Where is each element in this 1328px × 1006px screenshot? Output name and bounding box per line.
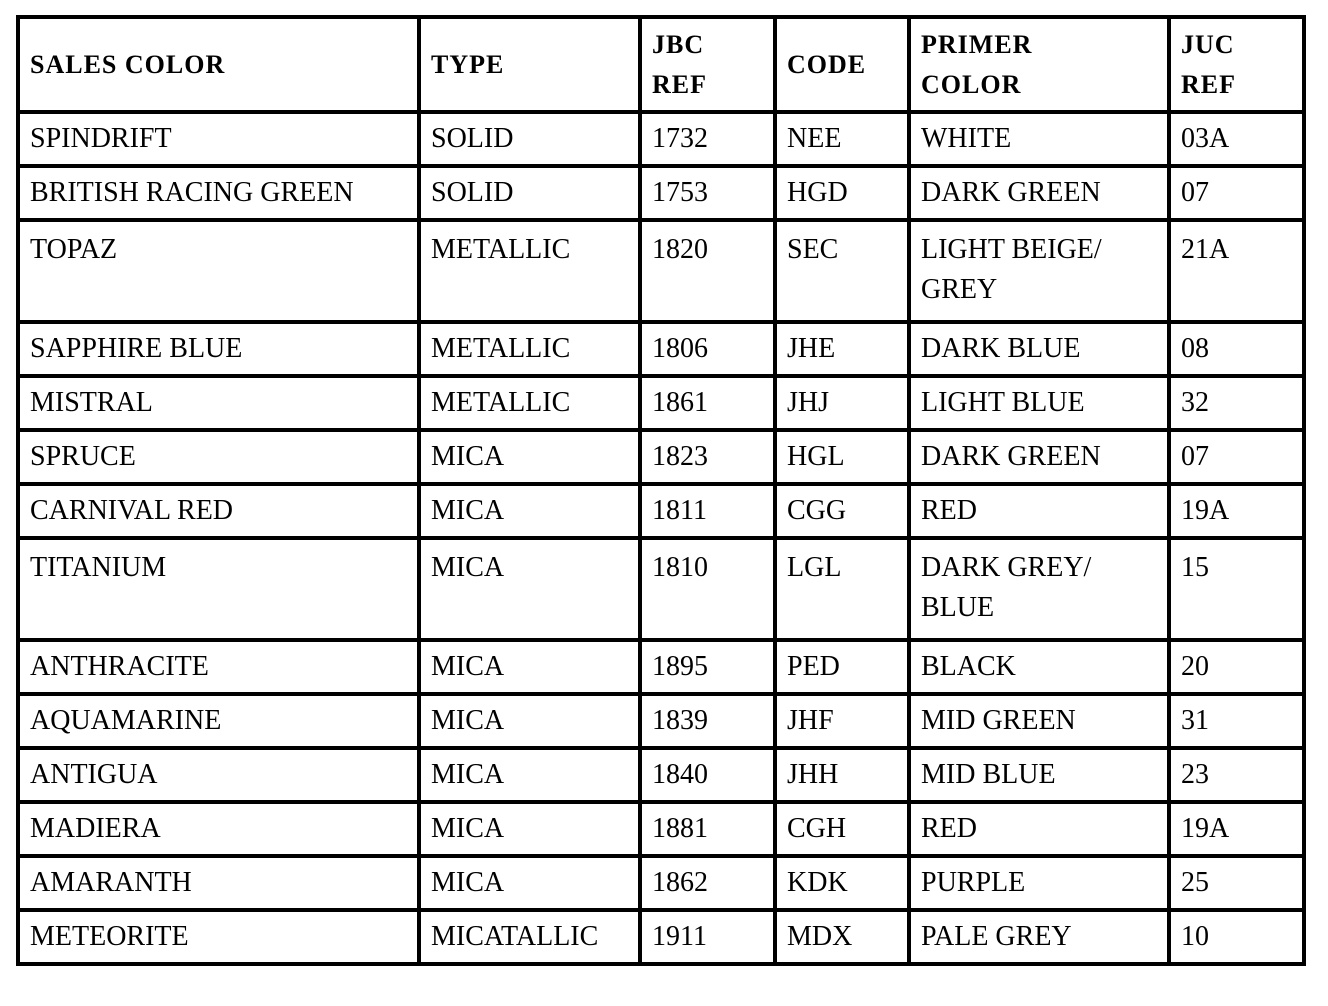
cell-juc-ref xyxy=(1169,640,1304,694)
header-primer-color: PRIMER COLOR xyxy=(909,17,1169,112)
cell-text: 08 xyxy=(1181,333,1209,364)
cell-jbc-ref xyxy=(640,640,775,694)
cell-text: 10 xyxy=(1181,921,1209,952)
cell-sales-color xyxy=(18,802,419,856)
cell-juc-ref xyxy=(1169,430,1304,484)
table-row xyxy=(18,748,1304,802)
table-row xyxy=(18,856,1304,910)
cell-text: MICATALLIC xyxy=(431,921,599,952)
cell-text: MID BLUE xyxy=(921,759,1056,790)
cell-jbc-ref xyxy=(640,910,775,964)
cell-type xyxy=(419,748,640,802)
cell-juc-ref xyxy=(1169,694,1304,748)
cell-text: CARNIVAL RED xyxy=(30,495,234,526)
cell-code xyxy=(775,484,909,538)
cell-text: MISTRAL xyxy=(30,387,153,418)
cell-text: 19A xyxy=(1181,495,1230,526)
cell-primer-color xyxy=(909,748,1169,802)
cell-text: JHF xyxy=(787,705,834,736)
cell-type xyxy=(419,322,640,376)
cell-text: AQUAMARINE xyxy=(30,705,222,736)
cell-text: AMARANTH xyxy=(30,867,192,898)
cell-text: SPINDRIFT xyxy=(30,123,172,154)
cell-type xyxy=(419,910,640,964)
cell-text: BRITISH RACING GREEN xyxy=(30,177,354,208)
cell-text: 32 xyxy=(1181,387,1209,418)
cell-text: CGH xyxy=(787,813,847,844)
cell-code xyxy=(775,322,909,376)
table-row xyxy=(18,220,1304,322)
cell-primer-color xyxy=(909,376,1169,430)
cell-code xyxy=(775,430,909,484)
cell-text: MICA xyxy=(431,495,505,526)
cell-text: JHH xyxy=(787,759,839,790)
table-row xyxy=(18,694,1304,748)
cell-primer-color xyxy=(909,856,1169,910)
cell-text: METALLIC xyxy=(431,333,571,364)
cell-text: TITANIUM xyxy=(30,552,167,583)
cell-text: BLACK xyxy=(921,651,1016,682)
cell-jbc-ref xyxy=(640,112,775,166)
cell-jbc-ref xyxy=(640,322,775,376)
cell-text: DARK GREEN xyxy=(921,441,1101,472)
header-jbc-ref: JBC REF xyxy=(640,17,775,112)
cell-sales-color xyxy=(18,166,419,220)
cell-text: SOLID xyxy=(431,177,514,208)
cell-jbc-ref xyxy=(640,430,775,484)
cell-text: TOPAZ xyxy=(30,234,118,265)
cell-type xyxy=(419,538,640,640)
cell-text: 23 xyxy=(1181,759,1209,790)
table-row xyxy=(18,484,1304,538)
cell-text: 20 xyxy=(1181,651,1209,682)
cell-text: 1753 xyxy=(652,177,708,208)
cell-type xyxy=(419,430,640,484)
cell-text: HGD xyxy=(787,177,848,208)
table-row xyxy=(18,910,1304,964)
cell-sales-color xyxy=(18,112,419,166)
cell-primer-color xyxy=(909,694,1169,748)
cell-code xyxy=(775,376,909,430)
cell-text: MICA xyxy=(431,759,505,790)
cell-text: MADIERA xyxy=(30,813,161,844)
cell-juc-ref xyxy=(1169,376,1304,430)
cell-jbc-ref xyxy=(640,748,775,802)
cell-primer-color xyxy=(909,430,1169,484)
cell-type xyxy=(419,484,640,538)
table-row xyxy=(18,112,1304,166)
cell-jbc-ref xyxy=(640,802,775,856)
table-row xyxy=(18,376,1304,430)
cell-text: SAPPHIRE BLUE xyxy=(30,333,243,364)
cell-type xyxy=(419,220,640,322)
cell-code xyxy=(775,220,909,322)
cell-text: MICA xyxy=(431,651,505,682)
cell-code xyxy=(775,694,909,748)
table-header-row xyxy=(18,17,1304,112)
paint-color-table xyxy=(16,15,1306,966)
cell-text: DARK BLUE xyxy=(921,333,1081,364)
cell-text: ANTIGUA xyxy=(30,759,158,790)
cell-jbc-ref xyxy=(640,166,775,220)
cell-juc-ref xyxy=(1169,220,1304,322)
cell-juc-ref xyxy=(1169,484,1304,538)
header-juc-ref: JUC REF xyxy=(1169,17,1304,112)
cell-text: 1732 xyxy=(652,123,708,154)
cell-text: RED xyxy=(921,495,977,526)
cell-text: 15 xyxy=(1181,552,1209,583)
cell-code xyxy=(775,112,909,166)
cell-text: 1895 xyxy=(652,651,708,682)
cell-text: SOLID xyxy=(431,123,514,154)
cell-text: 1861 xyxy=(652,387,708,418)
cell-jbc-ref xyxy=(640,376,775,430)
table-row xyxy=(18,802,1304,856)
cell-juc-ref xyxy=(1169,856,1304,910)
cell-text: RED xyxy=(921,813,977,844)
cell-text: DARK GREEN xyxy=(921,177,1101,208)
cell-text: MICA xyxy=(431,867,505,898)
cell-text: PALE GREY xyxy=(921,921,1072,952)
cell-text: 19A xyxy=(1181,813,1230,844)
cell-text: NEE xyxy=(787,123,842,154)
cell-text: 31 xyxy=(1181,705,1209,736)
cell-text: SEC xyxy=(787,234,839,265)
cell-primer-color xyxy=(909,538,1169,640)
cell-text: METALLIC xyxy=(431,234,571,265)
cell-primer-color xyxy=(909,220,1169,322)
cell-sales-color xyxy=(18,484,419,538)
table-row xyxy=(18,430,1304,484)
header-sales-color: SALES COLOR xyxy=(18,17,419,112)
cell-juc-ref xyxy=(1169,802,1304,856)
cell-text: 1810 xyxy=(652,552,708,583)
cell-text: 07 xyxy=(1181,441,1209,472)
cell-text: 1839 xyxy=(652,705,708,736)
cell-text: JHE xyxy=(787,333,836,364)
cell-juc-ref xyxy=(1169,112,1304,166)
cell-code xyxy=(775,538,909,640)
cell-text: 25 xyxy=(1181,867,1209,898)
cell-text: 21A xyxy=(1181,234,1230,265)
cell-type xyxy=(419,856,640,910)
cell-type xyxy=(419,376,640,430)
cell-text: LIGHT BEIGE/ GREY xyxy=(921,234,1102,305)
cell-type xyxy=(419,166,640,220)
cell-sales-color xyxy=(18,856,419,910)
table-body xyxy=(18,112,1304,964)
cell-text: 1820 xyxy=(652,234,708,265)
cell-sales-color xyxy=(18,376,419,430)
cell-sales-color xyxy=(18,538,419,640)
cell-text: LGL xyxy=(787,552,842,583)
cell-sales-color xyxy=(18,910,419,964)
cell-text: MDX xyxy=(787,921,853,952)
cell-text: 1840 xyxy=(652,759,708,790)
table-row xyxy=(18,538,1304,640)
cell-code xyxy=(775,910,909,964)
cell-text: 1823 xyxy=(652,441,708,472)
cell-sales-color xyxy=(18,322,419,376)
cell-sales-color xyxy=(18,220,419,322)
cell-text: 1911 xyxy=(652,921,707,952)
cell-text: LIGHT BLUE xyxy=(921,387,1085,418)
cell-text: MICA xyxy=(431,705,505,736)
cell-text: SPRUCE xyxy=(30,441,136,472)
cell-sales-color xyxy=(18,430,419,484)
cell-text: WHITE xyxy=(921,123,1012,154)
cell-sales-color xyxy=(18,748,419,802)
cell-code xyxy=(775,748,909,802)
cell-text: 03A xyxy=(1181,123,1230,154)
cell-text: KDK xyxy=(787,867,848,898)
cell-sales-color xyxy=(18,640,419,694)
cell-text: MICA xyxy=(431,552,505,583)
cell-juc-ref xyxy=(1169,910,1304,964)
table-row xyxy=(18,322,1304,376)
cell-text: MICA xyxy=(431,813,505,844)
cell-text: PED xyxy=(787,651,840,682)
table-row xyxy=(18,640,1304,694)
cell-text: HGL xyxy=(787,441,845,472)
cell-juc-ref xyxy=(1169,322,1304,376)
cell-primer-color xyxy=(909,640,1169,694)
cell-primer-color xyxy=(909,910,1169,964)
cell-jbc-ref xyxy=(640,538,775,640)
cell-primer-color xyxy=(909,112,1169,166)
cell-text: 1811 xyxy=(652,495,707,526)
cell-text: 1881 xyxy=(652,813,708,844)
cell-text: MICA xyxy=(431,441,505,472)
cell-text: ANTHRACITE xyxy=(30,651,209,682)
cell-jbc-ref xyxy=(640,484,775,538)
cell-type xyxy=(419,694,640,748)
cell-text: 1862 xyxy=(652,867,708,898)
table-row xyxy=(18,166,1304,220)
cell-type xyxy=(419,112,640,166)
cell-text: JHJ xyxy=(787,387,830,418)
cell-jbc-ref xyxy=(640,856,775,910)
cell-code xyxy=(775,166,909,220)
cell-primer-color xyxy=(909,484,1169,538)
cell-code xyxy=(775,640,909,694)
cell-code xyxy=(775,856,909,910)
cell-text: DARK GREY/ BLUE xyxy=(921,552,1092,623)
cell-text: 07 xyxy=(1181,177,1209,208)
cell-juc-ref xyxy=(1169,748,1304,802)
cell-text: 1806 xyxy=(652,333,708,364)
cell-text: METALLIC xyxy=(431,387,571,418)
cell-juc-ref xyxy=(1169,538,1304,640)
header-type: TYPE xyxy=(419,17,640,112)
cell-code xyxy=(775,802,909,856)
cell-primer-color xyxy=(909,802,1169,856)
cell-type xyxy=(419,802,640,856)
cell-text: CGG xyxy=(787,495,847,526)
cell-primer-color xyxy=(909,166,1169,220)
cell-text: MID GREEN xyxy=(921,705,1076,736)
cell-text: PURPLE xyxy=(921,867,1026,898)
cell-type xyxy=(419,640,640,694)
cell-sales-color xyxy=(18,694,419,748)
cell-jbc-ref xyxy=(640,220,775,322)
cell-primer-color xyxy=(909,322,1169,376)
cell-juc-ref xyxy=(1169,166,1304,220)
header-code: CODE xyxy=(775,17,909,112)
cell-text: METEORITE xyxy=(30,921,189,952)
cell-jbc-ref xyxy=(640,694,775,748)
